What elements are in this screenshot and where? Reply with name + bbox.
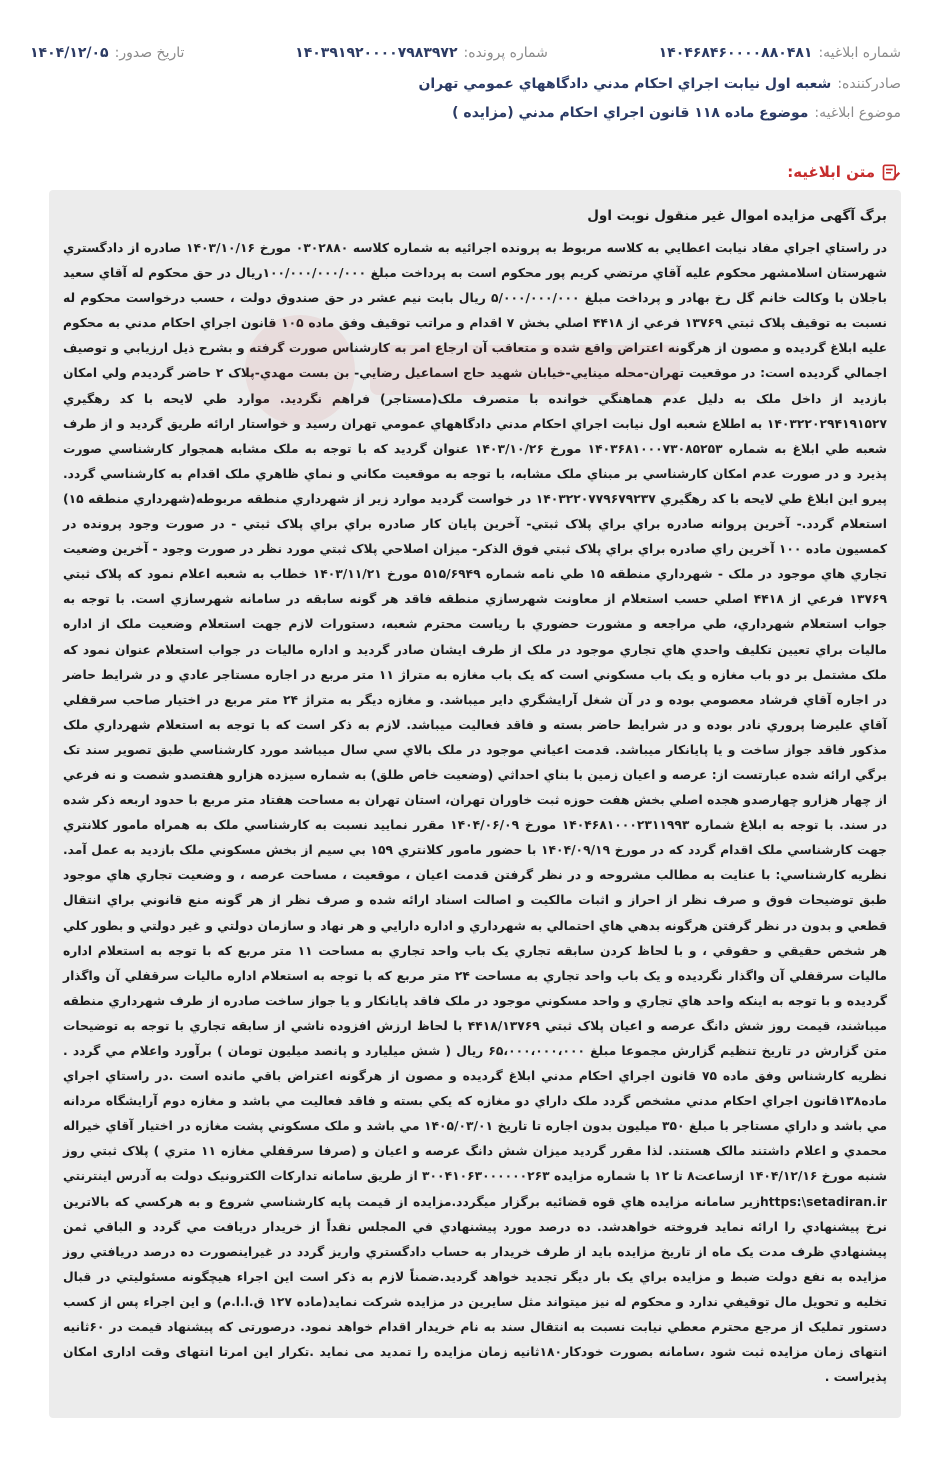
- subject-row: [30, 105, 901, 121]
- case-number-label: شماره پرونده:: [463, 45, 548, 61]
- notice-number-value: ۱۴۰۴۶۸۴۶۰۰۰۰۸۸۰۴۸۱: [658, 45, 813, 61]
- notice-text-label: متن ابلاغيه:: [787, 163, 875, 181]
- issuer-label: صادرکننده:: [837, 76, 901, 92]
- header-meta-row: [30, 40, 901, 66]
- notice-body-box: [49, 190, 901, 1418]
- issuer-row: [30, 76, 901, 92]
- notice-text-heading: [787, 162, 901, 182]
- notice-number: [659, 45, 901, 61]
- notice-body-text: در راستاي اجراي مفاد نيابت اعطايي به کلاسه مربوط به پرونده اجرائيه به شماره کلاسه ۰۳۰۲۸۸۰ مورخ ۱۴۰۳/۱۰/۱۶ صادره از دادگستري شهرستان اسلامشهر محکوم عليه آقاي مرتضي کريم پور محکوم است به پرداخت مبلغ ۱۰۰/۰۰۰/۰۰۰/۰۰۰ريال در حق محکوم له آقاي سعيد باجلان با وکالت خانم گل رخ بهادر و پرداخت مبلغ ۵/۰۰۰/۰۰۰/۰۰۰ ريال بابت نيم عشر در حق صندوق دولت ، حسب درخواست محکوم له نسبت به توقيف پلاک ثبتي ۱۳۷۶۹ فرعي از ۴۴۱۸ اصلي بخش ۷ اقدام و مراتب توقيف وفق ماده ۱۰۵ قانون اجراي احکام مدني به محکوم عليه ابلاغ گرديده و مصون از هرگونه اعتراض واقع شده و متعاقب آن ارجاع امر به کارشناس صورت گرفته و بشرح ذيل ارزيابي و توصيف اجمالي گرديده است: در موقعيت تهران-محله مينايي-خيابان شهيد حاج اسماعيل رضايي- بن بست مهدي-پلاک ۲ حاضر گرديدم ولي امکان بازديد از داخل ملک به دليل عدم هماهنگي خوانده با متصرف ملک(مستاجر) فراهم نگرديد. موارد طي لايحه با کد رهگيري ۱۴۰۳۲۲۰۲۹۴۱۹۱۵۲۷ به اطلاع شعبه اول نيابت اجراي احکام مدني دادگاههاي عمومي تهران رسيد و خواستار ارائه طريق گرديد و از طرف شعبه طي ابلاغ به شماره ۱۴۰۳۶۸۱۰۰۰۷۳۰۸۵۲۵۳ مورخ ۱۴۰۳/۱۰/۲۶ عنوان گرديد که با توجه به ملک مشابه همجوار کارشناسي صورت پذيرد و در صورت عدم امکان کارشناسي بر مبناي ملک مشابه، با توجه به موقعيت مکاني و نماي ظاهري ملک اقدام به کارشناسي گردد. پيرو اين ابلاغ طي لايحه با کد رهگيري ۱۴۰۳۲۲۰۷۷۹۶۷۹۲۳۷ در خواست گرديد موارد زير از شهرداري منطقه مربوطه(شهرداري منطقه ۱۵) استعلام گردد.- آخرين پروانه صادره براي براي پلاک ثبتي- آخرين پايان کار صادره براي براي پلاک ثبتي - در صورت وجود پرونده در کمسيون ماده ۱۰۰ آخرين راي صادره براي براي پلاک ثبتي فوق الذکر- ميزان اصلاحي پلاک ثبتي مورد نظر در صورت وجود - آخرين وضعيت تجاري هاي موجود در ملک - شهرداري منطقه ۱۵ طي نامه شماره ۵۱۵/۶۹۴۹ مورخ ۱۴۰۳/۱۱/۲۱ خطاب به شعبه اعلام نمود که پلاک ثبتي ۱۳۷۶۹ فرعي از ۴۴۱۸ اصلي حسب استعلام از معاونت شهرسازي منطقه فاقد هر گونه سابقه در سامانه شهرسازي است. با توجه به جواب استعلام شهرداري، طي مراجعه و مشورت حضوري با رياست محترم شعبه، دستورات لازم جهت استعلام وضعيت ملک از اداره ماليات براي تعيين تکليف واحدي هاي تجاري موجود در ملک از طرف ايشان صادر گرديد و اداره ماليات در جواب استعلام عنوان نمود که ملک مشتمل بر دو باب مغازه و يک باب مسکوني است که يک باب مغازه به متراژ ۱۱ متر مربع در اجاره مستاجر عادي و در شرايط حاضر در اجاره آقاي فرشاد معصومي بوده و در آن شغل آرايشگري داير ميباشد. و مغازه ديگر به متراژ ۲۴ متر مربع در اختيار صاحب سرقفلي آقاي عليرضا پروري نادر بوده و در شرايط حاضر بسته و فاقد فعاليت ميباشد. لازم به ذکر است که با توجه به استعلام شهرداري ملک مذکور فاقد جواز ساخت و يا پايانکار ميباشد. قدمت اعياني موجود در ملک بالاي سي سال ميباشد مورد کارشناسي طبق تصوير سند تک برگي ارائه شده عبارتست از: عرصه و اعيان زمين با بناي احداثي (وضعيت خاص طلق) به شماره سيزده هزارو هفتصدو شصت و نه فرعي از چهار هزارو چهارصدو هجده اصلي بخش هفت حوزه ثبت خاوران تهران، استان تهران به مساحت هفتاد متر مربع با حدود اربعه ذکر شده در سند. با توجه به ابلاغ شماره ۱۴۰۴۶۸۱۰۰۰۲۳۱۱۹۹۳ مورخ ۱۴۰۴/۰۶/۰۹ مقرر نماييد نسبت به کارشناسي ملک به همراه مامور کلانتري جهت کارشناسي ملک اقدام گردد که در مورخ ۱۴۰۴/۰۹/۱۹ با حضور مامور کلانتري ۱۵۹ بي سيم از بخش مسکوني ملک بازديد به عمل آمد. نظريه کارشناسي: با عنايت به مطالب مشروحه و در نظر گرفتن قدمت اعيان ، موقعيت ، مساحت عرصه ، و وضعيت تجاري هاي موجود طبق توضيحات فوق و صرف نظر از احراز و اثبات مالکيت و اصالت اسناد ارائه شده و صرف نظر از هر گونه منع قانوني براي انتقال قطعي و بدون در نظر گرفتن هرگونه بدهي هاي احتمالي به شهرداري و اداره دارايي و هر نهاد و سازمان دولتي و غير دولتي و بطور کلي هر شخص حقيقي و حقوقي ، و با لحاظ کردن سابقه تجاري يک باب واحد تجاري به مساحت ۱۱ متر مربع که با توجه به استعلام اداره ماليات سرقفلي آن واگذار نگرديده و يک باب واحد تجاري به مساحت ۲۴ متر مربع که با توجه به استعلام اداره ماليات سرقفلي آن واگذار گرديده و با توجه به اينکه واحد هاي تجاري و واحد مسکوني موجود در ملک فاقد پايانکار و يا جواز ساخت صادره از طرف شهرداري منطقه ميباشند، قيمت روز شش دانگ عرصه و اعيان پلاک ثبتي ۴۴۱۸/۱۳۷۶۹ با لحاظ ارزش افزوده ناشي از سابقه تجاري با توجه به توضيحات متن گزارش در تاريخ تنظيم گزارش مجموعا مبلغ ۶۵،۰۰۰،۰۰۰،۰۰۰ ريال ( شش ميليارد و پانصد ميليون تومان ) برآورد واعلام مي گردد . نظريه کارشناس وفق ماده ۷۵ قانون اجراي احکام مدني ابلاغ گرديده و مصون از هرگونه اعتراض باقي مانده است .در راستاي اجراي ماده۱۳۸قانون اجراي احکام مدني مشخص گردد ملک داراي دو مغازه که يکي بسته و فاقد فعاليت مي باشد و مغازه دوم آرايشگاه مردانه مي باشد و داراي مستاجر با مبلغ ۳۵۰ ميليون بدون اجاره تا تاريخ ۱۴۰۵/۰۳/۰۱ مي باشد و ملک مسکوني پشت مغازه در اختيار آقاي خيراله محمدي و اعلام داشتند مالک هستند. لذا مقرر گرديد ميزان شش دانگ عرصه و اعيان و (صرفا سرقفلي مغازه ۱۱ متري ) پلاک ثبتي روز شنبه مورخ ۱۴۰۴/۱۲/۱۶ ازساعت۸ تا ۱۲ با شماره مزايده ۳۰۰۴۱۰۶۳۰۰۰۰۰۰۲۶۳ از طريق سامانه تدارکات الکترونيک دولت به آدرس اينترنتي https:\setadiran.irزير سامانه مزايده هاي قوه قضائيه برگزار ميگردد.مزايده از قيمت پايه کارشناسي شروع و به هرکسي که بالاترين نرخ پيشنهادي را ارائه نمايد فروخته خواهدشد. ده درصد مورد پيشنهادي في المجلس نقداً از خريدار دريافت مي گردد و الباقي ثمن پيشنهادي ظرف مدت يک ماه از تاريخ مزايده بايد از طرف خريدار به حساب دادگستري واريز گردد در غيراينصورت ده درصد دريافتي روز مزايده به نفع دولت ضبط و مزايده براي يک بار ديگر تجديد خواهد گرديد.ضمناً لازم به ذکر است اين اجراء هيچگونه مسئوليتي در قبال تخليه و تحويل مال توقيفي ندارد و محکوم له نيز ميتواند مثل سايرين در مزايده شرکت نمايد(ماده ۱۲۷ ق.ا.ا.م) و اين اجراء پس از کسب دستور تمليک از مرجع محترم معطي نيابت نسبت به انتقال سند به نام خريدار اقدام خواهد نمود. درصورتی که پيشنهاد قيمت در ۶۰ثانيه انتهای زمان مزايده ثبت شود ،سامانه بصورت خودکار۱۸۰ثانيه زمان مزايده را تمديد می نمايد .تکرار اين امرتا انتهای وقت اداری امکان پذيراست .: [63, 241, 888, 1385]
- subject-label: موضوع ابلاغيه:: [814, 105, 901, 121]
- notice-title: برگ آگهی مزايده اموال غير منقول نوبت اول: [587, 208, 887, 224]
- issue-date: [30, 45, 184, 61]
- case-number-value: ۱۴۰۳۹۱۹۲۰۰۰۰۷۹۸۳۹۷۲: [295, 45, 458, 61]
- case-number: [295, 45, 548, 61]
- issue-date-label: تاريخ صدور:: [114, 45, 185, 61]
- issue-date-value: ۱۴۰۴/۱۲/۰۵: [30, 45, 109, 61]
- notice-number-label: شماره ابلاغيه:: [818, 45, 901, 61]
- subject-value: موضوع ماده ۱۱۸ قانون اجراي احکام مدني (مزايده ): [452, 105, 809, 121]
- document-edit-icon: [881, 162, 901, 182]
- notice-header: [30, 40, 901, 121]
- issuer-value: شعبه اول نيابت اجراي احکام مدني دادگاههاي عمومي تهران: [418, 76, 832, 92]
